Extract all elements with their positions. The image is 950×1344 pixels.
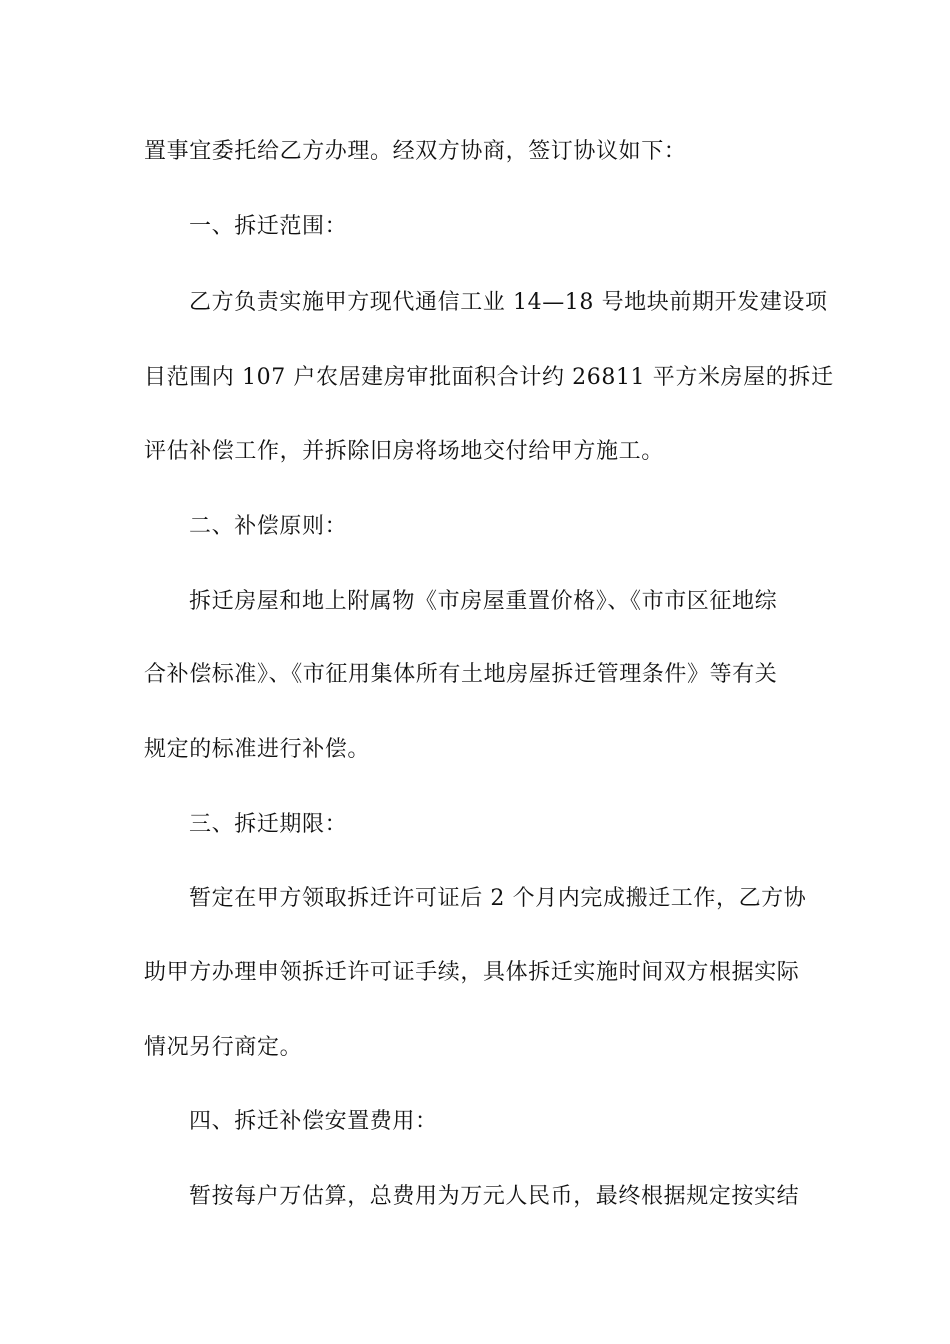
- text-line-8: 合补偿标准》、《市征用集体所有土地房屋拆迁管理条件》等有关: [144, 662, 778, 687]
- text-line-5: 评估补偿工作，并拆除旧房将场地交付给甲方施工。: [144, 439, 664, 464]
- text-line-9: 规定的标准进行补偿。: [144, 737, 371, 762]
- text-line-15: 暂按每户万估算，总费用为万元人民币，最终根据规定按实结: [189, 1184, 800, 1209]
- text-line-7: 拆迁房屋和地上附属物《市房屋重置价格》、《市市区征地综: [189, 589, 778, 614]
- text-line-13: 情况另行商定。: [144, 1035, 303, 1060]
- text-line-4: 目范围内 107 户农居建房审批面积合计约 26811 平方米房屋的拆迁: [144, 365, 834, 390]
- section-heading-deadline: 三、拆迁期限：: [189, 812, 348, 837]
- text-line-1: 置事宜委托给乙方办理。经双方协商，签订协议如下：: [144, 139, 687, 164]
- text-line-3: 乙方负责实施甲方现代通信工业 14—18 号地块前期开发建设项: [189, 290, 828, 315]
- section-heading-principles: 二、补偿原则：: [189, 514, 348, 539]
- text-line-11: 暂定在甲方领取拆迁许可证后 2 个月内完成搬迁工作，乙方协: [189, 886, 807, 911]
- text-line-12: 助甲方办理申领拆迁许可证手续，具体拆迁实施时间双方根据实际: [144, 960, 800, 985]
- section-heading-fees: 四、拆迁补偿安置费用：: [189, 1109, 438, 1134]
- section-heading-scope: 一、拆迁范围：: [189, 214, 348, 239]
